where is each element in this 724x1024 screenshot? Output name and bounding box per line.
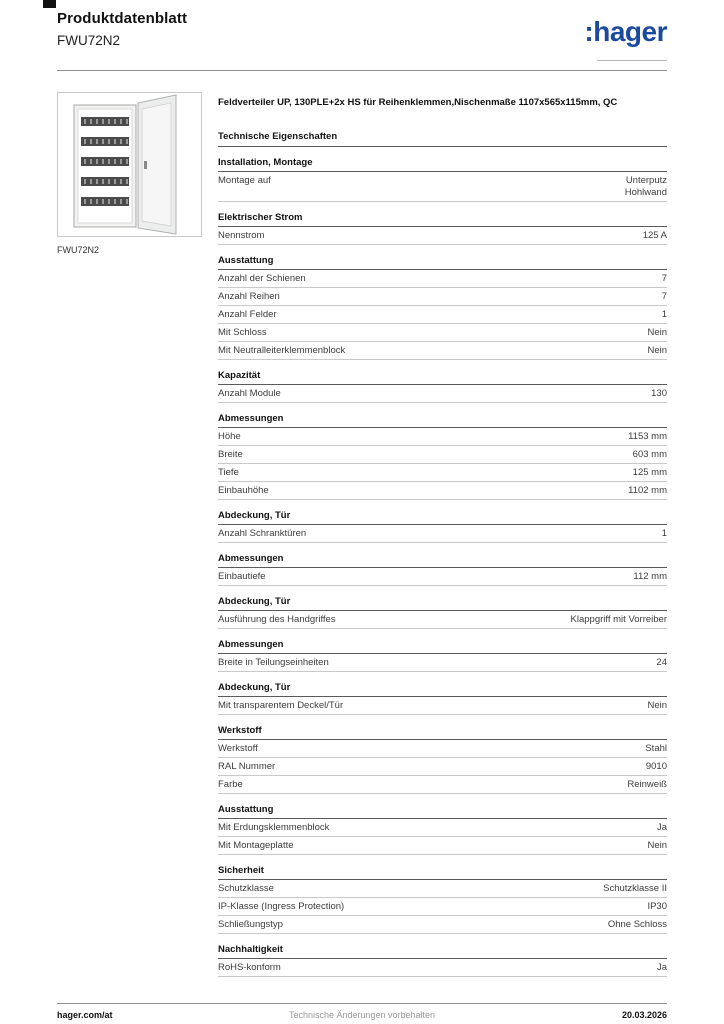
spec-value: 7: [661, 290, 667, 302]
spec-value: 1: [661, 527, 667, 539]
spec-label: Mit Montageplatte: [218, 839, 294, 851]
spec-value: Ja: [656, 961, 667, 973]
spec-label: Anzahl Felder: [218, 308, 277, 320]
spec-label: Farbe: [218, 778, 243, 790]
spec-value: Nein: [647, 344, 667, 356]
spec-row: [218, 464, 667, 482]
spec-label: Anzahl der Schienen: [218, 272, 306, 284]
spec-label: Mit Neutralleiterklemmenblock: [218, 344, 346, 356]
product-description: Feldverteiler UP, 130PLE+2x HS für Reihenklemmen,Nischenmaße 1107x565x115mm, QC: [218, 97, 618, 108]
page-header: [57, 10, 667, 48]
spec-row: [218, 306, 667, 324]
spec-row: [218, 837, 667, 855]
spec-value: Unterputz Hohlwand: [624, 174, 667, 198]
spec-row: [218, 568, 667, 586]
spec-row: [218, 880, 667, 898]
spec-label: IP-Klasse (Ingress Protection): [218, 900, 345, 912]
spec-label: Ausführung des Handgriffes: [218, 613, 336, 625]
section-title: Abmessungen: [218, 413, 667, 428]
section-title: Nachhaltigkeit: [218, 944, 667, 959]
spec-value: 1102 mm: [628, 484, 667, 496]
spec-row: [218, 172, 667, 202]
spec-value: 603 mm: [632, 448, 667, 460]
spec-value: Reinweiß: [627, 778, 667, 790]
spec-row: [218, 428, 667, 446]
spec-value: Nein: [647, 839, 667, 851]
spec-row: [218, 611, 667, 629]
spec-row: [218, 819, 667, 837]
spec-label: Anzahl Reihen: [218, 290, 280, 302]
footer-notice: Technische Änderungen vorbehalten: [288, 1010, 436, 1020]
spec-row: [218, 385, 667, 403]
spec-row: [218, 916, 667, 934]
spec-row: [218, 654, 667, 672]
spec-label: Mit Schloss: [218, 326, 267, 338]
spec-row: [218, 898, 667, 916]
spec-label: Anzahl Schranktüren: [218, 527, 307, 539]
spec-value: 9010: [645, 760, 667, 772]
product-image-column: [57, 92, 202, 255]
product-reference: FWU72N2: [57, 33, 121, 48]
image-caption: FWU72N2: [57, 245, 100, 255]
spec-value: 24: [656, 656, 667, 668]
spec-row: [218, 324, 667, 342]
corner-print-mark: [43, 0, 56, 8]
spec-value: Ja: [656, 821, 667, 833]
spec-label: Nennstrom: [218, 229, 265, 241]
spec-label: Anzahl Module: [218, 387, 281, 399]
spec-table: [218, 157, 667, 977]
footer-url: hager.com/at: [57, 1010, 113, 1020]
spec-value: Nein: [647, 326, 667, 338]
section-title: Abdeckung, Tür: [218, 510, 667, 525]
spec-label: Mit Erdungsklemmenblock: [218, 821, 330, 833]
spec-value: 125 mm: [632, 466, 667, 478]
spec-value: 1: [661, 308, 667, 320]
spec-row: [218, 697, 667, 715]
spec-label: Mit transparentem Deckel/Tür: [218, 699, 344, 711]
spec-value: 125 A: [642, 229, 667, 241]
spec-label: RAL Nummer: [218, 760, 276, 772]
footer-date: 20.03.2026: [621, 1010, 667, 1020]
spec-label: Schutzklasse: [218, 882, 274, 894]
spec-row: [218, 270, 667, 288]
spec-row: [218, 758, 667, 776]
spec-value: IP30: [647, 900, 667, 912]
page-footer: [57, 1003, 667, 1020]
section-title: Sicherheit: [218, 865, 667, 880]
document-title: Produktdatenblatt: [57, 10, 188, 27]
distribution-board-drawing: [58, 93, 201, 236]
spec-value: 7: [661, 272, 667, 284]
spec-row: [218, 227, 667, 245]
spec-label: Montage auf: [218, 174, 271, 186]
section-title: Abdeckung, Tür: [218, 682, 667, 697]
section-title: Abdeckung, Tür: [218, 596, 667, 611]
spec-label: Einbauhöhe: [218, 484, 269, 496]
logo-underline: [597, 60, 667, 61]
spec-value: Schutzklasse II: [603, 882, 667, 894]
spec-row: [218, 342, 667, 360]
spec-value: Klappgriff mit Vorreiber: [570, 613, 667, 625]
spec-row: [218, 288, 667, 306]
spec-row: [218, 740, 667, 758]
spec-label: Einbautiefe: [218, 570, 266, 582]
spec-row: [218, 482, 667, 500]
hager-logo: :hager: [584, 16, 667, 47]
spec-value: 1153 mm: [628, 430, 667, 442]
spec-label: Schließungstyp: [218, 918, 283, 930]
spec-row: [218, 525, 667, 543]
spec-value: Nein: [647, 699, 667, 711]
spec-value: Stahl: [645, 742, 667, 754]
section-title: Ausstattung: [218, 255, 667, 270]
section-title: Abmessungen: [218, 639, 667, 654]
spec-row: [218, 776, 667, 794]
spec-value: Ohne Schloss: [607, 918, 667, 930]
section-title: Elektrischer Strom: [218, 212, 667, 227]
spec-value: 130: [651, 387, 667, 399]
spec-label: Tiefe: [218, 466, 239, 478]
section-title: Werkstoff: [218, 725, 667, 740]
spec-column: [218, 92, 667, 977]
product-image: [57, 92, 202, 237]
spec-value: 112 mm: [633, 570, 667, 582]
spec-label: Werkstoff: [218, 742, 258, 754]
spec-label: Breite: [218, 448, 243, 460]
section-title: Ausstattung: [218, 804, 667, 819]
spec-label: Höhe: [218, 430, 241, 442]
section-title: Kapazität: [218, 370, 667, 385]
tech-properties-heading: Technische Eigenschaften: [218, 131, 667, 147]
section-title: Abmessungen: [218, 553, 667, 568]
spec-label: RoHS-konform: [218, 961, 281, 973]
spec-row: [218, 446, 667, 464]
section-title: Installation, Montage: [218, 157, 667, 172]
header-divider: [57, 70, 667, 71]
spec-label: Breite in Teilungseinheiten: [218, 656, 329, 668]
spec-row: [218, 959, 667, 977]
